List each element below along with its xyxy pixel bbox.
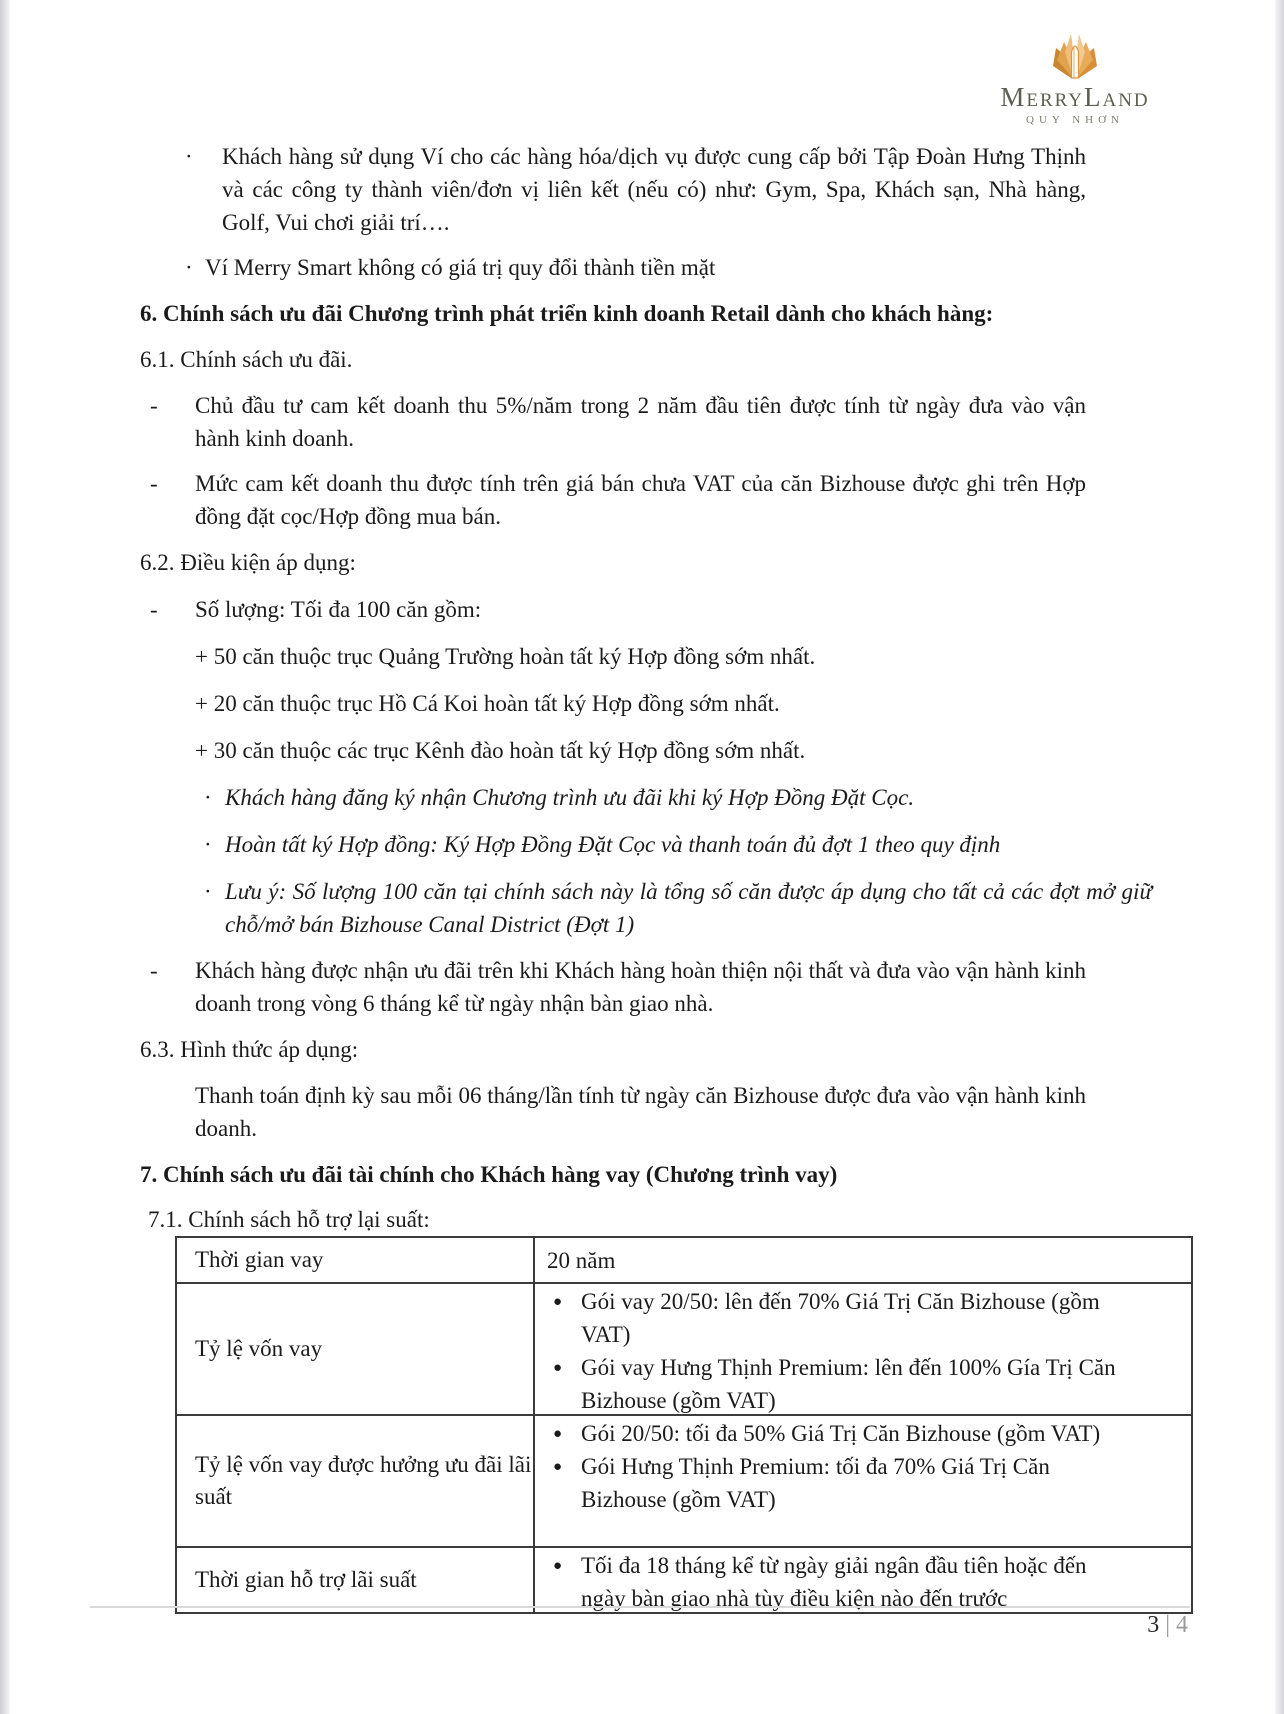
total-pages: 4	[1176, 1612, 1188, 1638]
note-text: Hoàn tất ký Hợp đồng: Ký Hợp Đồng Đặt Cọc và thanh toán đủ đợt 1 theo quy định	[225, 832, 1001, 857]
table-label-support-period: Thời gian hỗ trợ lãi suất	[177, 1546, 533, 1612]
page-left-edge	[0, 0, 10, 1714]
bullet-dot-icon: ●	[553, 1558, 563, 1574]
bullet-text: Ví Merry Smart không có giá trị quy đổi thành tiền mặt	[205, 255, 716, 280]
section-6-2-heading: 6.2. Điều kiện áp dụng:	[140, 550, 356, 575]
table-bullet-text: Gói 20/50: tối đa 50% Giá Trị Căn Bizhouse (gồm VAT)	[581, 1421, 1101, 1446]
logo-wordmark: MerryLand	[1000, 82, 1150, 112]
plus-item-50-units: + 50 căn thuộc trục Quảng Trường hoàn tất ký Hợp đồng sớm nhất.	[195, 644, 816, 669]
bullet-dot-icon: ●	[553, 1360, 563, 1376]
bullet-dot-icon: ●	[553, 1294, 563, 1310]
dash-icon: -	[150, 597, 158, 622]
table-bullet-item	[547, 1450, 1116, 1516]
note-text: Lưu ý: Số lượng 100 căn tại chính sách này là tổng số căn được áp dụng cho tất cả các đợt mở giữ chỗ/mở bán Bizhouse Canal District (Đợt 1)	[225, 879, 1152, 937]
table-bullet-text: Gói vay 20/50: lên đến 70% Giá Trị Căn Bizhouse (gồm VAT)	[581, 1289, 1100, 1347]
section-7-heading: 7. Chính sách ưu đãi tài chính cho Khách hàng vay (Chương trình vay)	[140, 1162, 838, 1187]
note-item-luu-y	[140, 875, 1152, 941]
table-bullet-item	[547, 1417, 1116, 1450]
bullet-text: Khách hàng sử dụng Ví cho các hàng hóa/dịch vụ được cung cấp bởi Tập Đoàn Hưng Thịnh và các công ty thành viên/đơn vị liên kết (nếu có) như: Gym, Spa, Khách sạn, Nhà hàng, Golf, Vui chơi giải trí….	[222, 144, 1086, 235]
page-number	[940, 1612, 1188, 1639]
table-value-support-period	[533, 1546, 1191, 1612]
bullet-dot-icon: ·	[204, 879, 212, 904]
dash-text: Khách hàng được nhận ưu đãi trên khi Khách hàng hoàn thiện nội thất và đưa vào vận hành kinh doanh trong vòng 6 tháng kể từ ngày nhận bàn giao nhà.	[195, 958, 1086, 1016]
bullet-dot-icon: ·	[204, 785, 212, 810]
section-6-3-heading: 6.3. Hình thức áp dụng:	[140, 1037, 359, 1062]
footer-divider	[90, 1606, 1190, 1608]
section-6-1-heading: 6.1. Chính sách ưu đãi.	[140, 347, 353, 372]
brand-logo	[990, 26, 1160, 126]
loan-policy-table	[175, 1236, 1193, 1614]
table-value-loan-term: 20 năm	[533, 1238, 1191, 1282]
bullet-item-wallet-no-cash	[140, 251, 1086, 284]
dash-icon: -	[150, 958, 158, 983]
note-text: Khách hàng đăng ký nhận Chương trình ưu đãi khi ký Hợp Đồng Đặt Cọc.	[225, 785, 915, 810]
table-label-loan-term: Thời gian vay	[195, 1247, 324, 1272]
dash-text: Mức cam kết doanh thu được tính trên giá bán chưa VAT của căn Bizhouse được ghi trên Hợp đồng đặt cọc/Hợp đồng mua bán.	[195, 471, 1086, 529]
page-right-edge	[1275, 0, 1284, 1714]
table-bullet-item	[547, 1351, 1116, 1417]
dash-item-quantity	[140, 593, 1086, 626]
table-value-loan-ratio	[533, 1282, 1191, 1414]
bullet-dot-icon: ·	[185, 255, 193, 280]
table-label-loan-ratio: Tỷ lệ vốn vay	[177, 1282, 533, 1414]
dash-item-interior-condition	[140, 954, 1086, 1020]
table-value-preferential-ratio	[533, 1414, 1191, 1546]
table-bullet-text: Gói vay Hưng Thịnh Premium: lên đến 100% Gía Trị Căn Bizhouse (gồm VAT)	[581, 1355, 1116, 1413]
bullet-dot-icon: ●	[553, 1459, 563, 1475]
dash-text: Số lượng: Tối đa 100 căn gồm:	[195, 597, 482, 622]
table-bullet-text: Tối đa 18 tháng kể từ ngày giải ngân đầu tiên hoặc đến ngày bàn giao nhà tùy điều kiện nào đến trước	[581, 1553, 1087, 1611]
plus-item-20-units: + 20 căn thuộc trục Hồ Cá Koi hoàn tất ký Hợp đồng sớm nhất.	[195, 691, 780, 716]
bullet-dot-icon: ●	[553, 1426, 563, 1442]
note-item-register	[140, 781, 1152, 814]
section-6-heading: 6. Chính sách ưu đãi Chương trình phát triển kinh doanh Retail dành cho khách hàng:	[140, 301, 994, 326]
page-separator: |	[1165, 1612, 1170, 1638]
plus-item-30-units: + 30 căn thuộc các trục Kênh đào hoàn tất ký Hợp đồng sớm nhất.	[195, 738, 806, 763]
section-7-1-heading: 7.1. Chính sách hỗ trợ lại suất:	[148, 1207, 430, 1232]
merryland-fan-icon	[1044, 26, 1106, 82]
table-label-preferential-ratio: Tỷ lệ vốn vay được hưởng ưu đãi lãi suất	[177, 1414, 533, 1546]
bullet-item-wallet-usage	[140, 140, 1086, 239]
note-item-complete-contract	[140, 828, 1152, 861]
section-6-3-body: Thanh toán định kỳ sau mỗi 06 tháng/lần tính từ ngày căn Bizhouse được đưa vào vận hành kinh doanh.	[195, 1083, 1086, 1141]
bullet-dot-icon: ·	[185, 144, 193, 169]
dash-icon: -	[150, 393, 158, 418]
dash-item-commitment-basis	[140, 467, 1086, 533]
table-bullet-text: Gói Hưng Thịnh Premium: tối đa 70% Giá Trị Căn Bizhouse (gồm VAT)	[581, 1454, 1050, 1512]
logo-subtitle: QUY NHƠN	[1026, 114, 1124, 126]
dash-text: Chủ đầu tư cam kết doanh thu 5%/năm trong 2 năm đầu tiên được tính từ ngày đưa vào vận hành kinh doanh.	[195, 393, 1086, 451]
document-body	[140, 140, 1152, 1614]
dash-item-revenue-commitment	[140, 389, 1086, 455]
table-bullet-item	[547, 1285, 1116, 1351]
current-page: 3	[1147, 1612, 1160, 1638]
bullet-dot-icon: ·	[204, 832, 212, 857]
dash-icon: -	[150, 471, 158, 496]
